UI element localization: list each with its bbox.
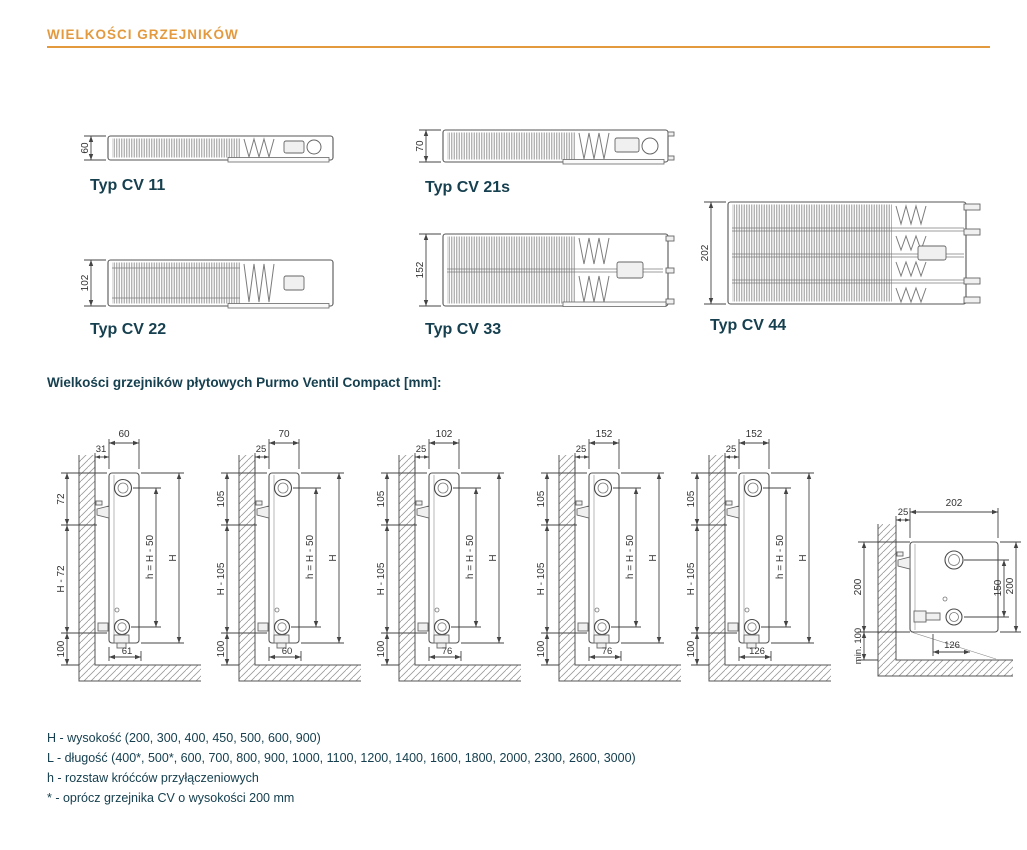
dim-label-foot: 126: [944, 640, 960, 651]
dim-label-middle: H - 105: [686, 562, 697, 596]
dim-label-bottom: 100: [56, 640, 67, 658]
dim-label-height: H: [798, 554, 809, 562]
dim-label-height: H: [648, 554, 659, 562]
radiator-profile-drawing-cv33: [413, 230, 675, 312]
dim-label-ports: h = H - 50: [465, 534, 476, 580]
title-rule: [47, 46, 990, 48]
dim-label-wall-gap: 25: [255, 444, 267, 455]
dim-label-depth: 152: [415, 261, 426, 279]
section-heading: Wielkości grzejników płytowych Purmo Ventil Compact [mm]:: [47, 375, 442, 390]
radiator-side-drawing: [213, 425, 365, 685]
dim-label-wall-gap: 25: [575, 444, 587, 455]
radiator-profile-drawing-cv11: [78, 132, 340, 168]
radiator-side-drawing: [683, 425, 835, 685]
dim-label-bottom: 100: [376, 640, 387, 658]
radiator-body: [416, 473, 459, 648]
dim-label-middle: H - 105: [536, 562, 547, 596]
profile-label: Typ CV 21s: [425, 179, 511, 196]
radiator-side-drawing: [533, 425, 685, 685]
radiator-profile-drawing-cv44: [698, 198, 985, 308]
profile-cv11: [78, 132, 340, 195]
footnotes: [47, 731, 636, 811]
dim-label-depth: 202: [945, 498, 963, 509]
dim-label-foot: 126: [749, 646, 765, 657]
dim-label-wall-gap: 31: [95, 444, 107, 455]
dim-label-floor-gap: min. 100: [853, 627, 864, 665]
depth-dimension: [415, 130, 441, 162]
dim-label-foot: 76: [441, 646, 453, 657]
wall-and-floor: [399, 455, 521, 681]
wall-and-floor: [239, 455, 361, 681]
dim-label-wall-gap: 25: [897, 507, 909, 518]
dim-label-middle: H - 105: [376, 562, 387, 596]
depth-dimension: [80, 136, 106, 160]
dim-label-depth: 152: [745, 429, 763, 440]
dim-label-depth: 70: [415, 140, 426, 152]
dim-label-height: H: [168, 554, 179, 562]
dim-label-depth: 60: [118, 429, 130, 440]
dim-label-ports: 150: [993, 579, 1004, 597]
radiator-body: [726, 473, 769, 648]
wall-and-floor: [79, 455, 201, 681]
dim-label-depth: 102: [80, 274, 91, 292]
corner-drawing: [848, 482, 1023, 692]
radiator-profile-drawing-cv21s: [413, 126, 675, 170]
dim-label-depth: 152: [595, 429, 613, 440]
dim-label-height: H: [488, 554, 499, 562]
dim-label-wall-gap: 25: [725, 444, 737, 455]
radiator-body: [96, 473, 139, 648]
footnote-exception: * - oprócz grzejnika CV o wysokości 200 mm: [47, 791, 295, 805]
profile-cv21s: [413, 126, 675, 197]
wall-and-floor: [559, 455, 681, 681]
dim-label-height-right: 200: [1005, 577, 1016, 595]
radiator-body: [256, 473, 299, 648]
depth-dimension: [415, 234, 441, 306]
dim-label-foot: 61: [121, 646, 133, 657]
dim-label-top: 72: [56, 493, 67, 505]
dim-label-foot: 76: [601, 646, 613, 657]
depth-dimension: [700, 202, 726, 304]
dim-label-foot: 60: [281, 646, 293, 657]
side-drawing-svg: [683, 425, 835, 685]
page-title: WIELKOŚCI GRZEJNIKÓW: [47, 27, 239, 42]
profile-label: Typ CV 22: [90, 321, 167, 338]
dim-label-ports: h = H - 50: [145, 534, 156, 580]
corner-drawing-svg: [848, 482, 1023, 692]
dim-label-wall-gap: 25: [415, 444, 427, 455]
dim-label-top: 105: [686, 490, 697, 508]
dim-label-ports: h = H - 50: [625, 534, 636, 580]
dim-label-depth: 70: [278, 429, 290, 440]
profile-label: Typ CV 11: [90, 177, 166, 194]
dim-label-top: 105: [376, 490, 387, 508]
radiator-body: [576, 473, 619, 648]
footnote-ports: h - rozstaw króćców przyłączeniowych: [47, 771, 259, 785]
radiator-side-drawing: [53, 425, 205, 685]
profile-label: Typ CV 44: [710, 317, 787, 334]
side-drawing-svg: [373, 425, 525, 685]
radiator-side-drawing: [373, 425, 525, 685]
dim-label-bottom: 100: [686, 640, 697, 658]
dim-label-depth: 102: [435, 429, 453, 440]
profile-cv33: [413, 230, 675, 339]
dim-label-middle: H - 105: [216, 562, 227, 596]
wall-and-floor: [709, 455, 831, 681]
radiator-profile-drawing-cv22: [78, 256, 340, 312]
depth-dimension: [80, 260, 106, 306]
side-drawing-svg: [53, 425, 205, 685]
dim-label-bottom: 100: [536, 640, 547, 658]
profile-cv44: [698, 198, 985, 335]
footnote-length: L - długość (400*, 500*, 600, 700, 800, 900, 1000, 1100, 1200, 1400, 1600, 1800, 2000, 2300, 2600, 3000): [47, 751, 636, 765]
dim-label-middle: H - 72: [56, 565, 67, 593]
dim-label-depth: 202: [700, 244, 711, 262]
dim-label-height-left: 200: [853, 578, 864, 596]
dim-label-ports: h = H - 50: [305, 534, 316, 580]
profile-label: Typ CV 33: [425, 321, 502, 338]
dim-label-ports: h = H - 50: [775, 534, 786, 580]
dim-label-top: 105: [536, 490, 547, 508]
dim-label-height: H: [328, 554, 339, 562]
dim-label-depth: 60: [80, 142, 91, 154]
profile-cv22: [78, 256, 340, 339]
footnote-height: H - wysokość (200, 300, 400, 450, 500, 600, 900): [47, 731, 321, 745]
dim-label-top: 105: [216, 490, 227, 508]
side-drawing-svg: [213, 425, 365, 685]
dim-label-bottom: 100: [216, 640, 227, 658]
side-drawing-svg: [533, 425, 685, 685]
